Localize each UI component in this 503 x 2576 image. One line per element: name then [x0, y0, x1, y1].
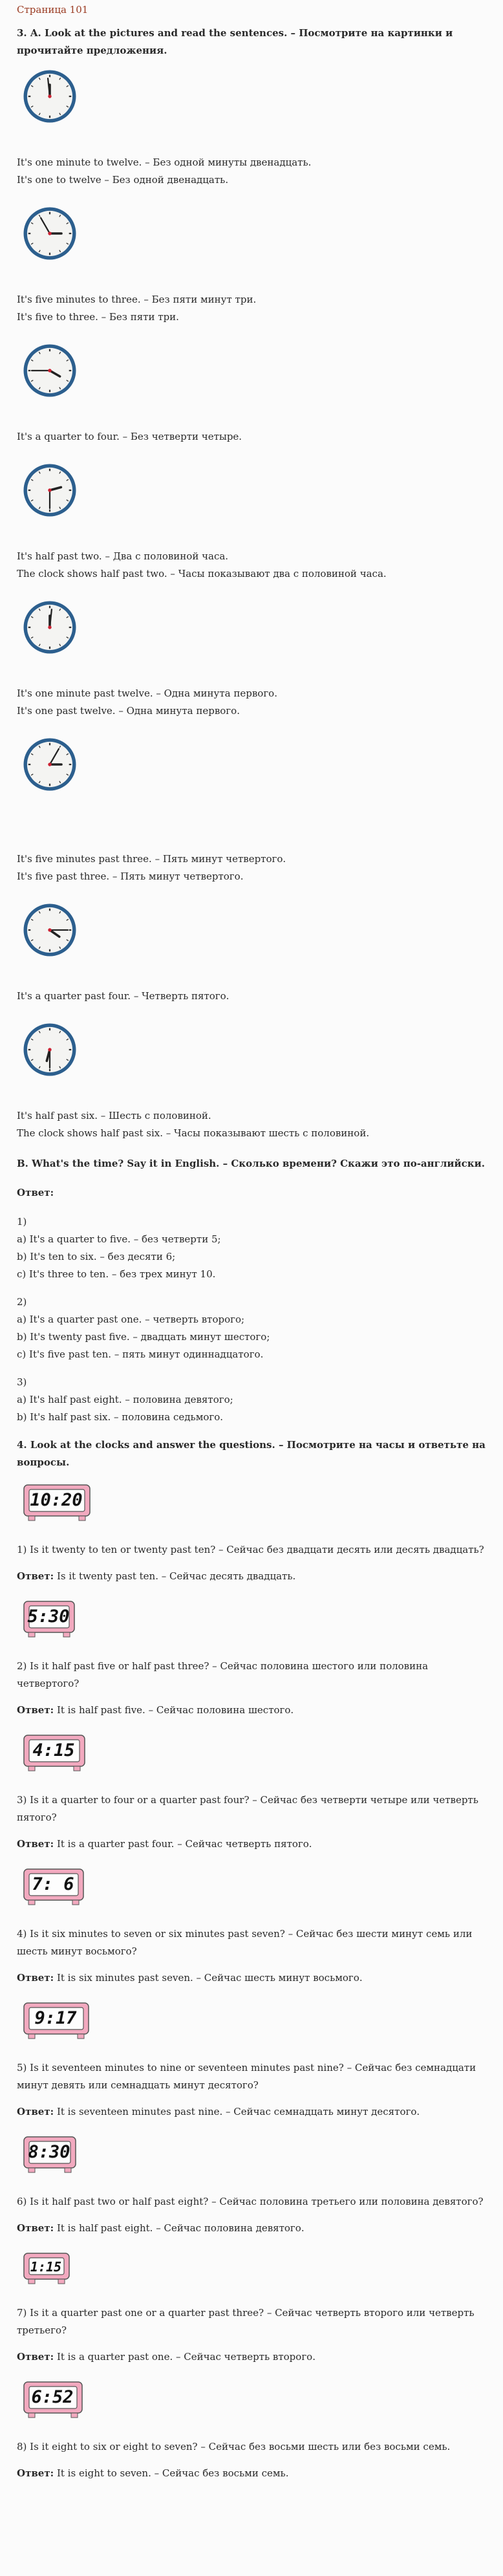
answer-label: Ответ: — [17, 2222, 54, 2234]
question-item — [17, 2251, 486, 2380]
clock-item — [17, 65, 486, 202]
question-item — [17, 1867, 486, 2001]
digital-clock-image — [22, 2380, 87, 2420]
answer — [17, 1969, 486, 1987]
answer-text: It is half past eight. – Сейчас половина девятого. — [56, 2222, 305, 2234]
sentence: It's one minute to twelve. – Без одной минуты двенадцать. — [17, 157, 312, 168]
answer-line: b) It's half past six. – половина седьмого. — [17, 1411, 224, 1423]
answer — [17, 1702, 486, 1719]
analog-clock-image — [21, 341, 79, 400]
analog-clock-image — [21, 735, 79, 794]
answer-text: It is a quarter past one. – Сейчас четверть второго. — [56, 2351, 316, 2363]
sentence: The clock shows half past two. – Часы показывают два с половиной часа. — [17, 568, 387, 579]
digital-clock-image — [22, 1867, 88, 1907]
analog-clock-image — [21, 901, 79, 959]
exercise-3b-heading: B. What's the time? Say it in English. – Сколько времени? Скажи это по-английски. — [17, 1158, 485, 1169]
digital-clock-time: 5:30 — [27, 1607, 70, 1627]
answer — [17, 2103, 486, 2121]
question: 1) Is it twenty to ten or twenty past ten? – Сейчас без двадцати десять или десять двадцать? — [17, 1544, 484, 1555]
question: 3) Is it a quarter to four or a quarter past four? – Сейчас без четверти четыре или четверть пятого? — [17, 1794, 478, 1823]
answer-label: Ответ: — [17, 1838, 54, 1850]
question-item — [17, 2380, 486, 2496]
clock-item — [17, 596, 486, 733]
clock-item — [17, 339, 486, 459]
digital-clock-image — [22, 2001, 93, 2041]
question-item — [17, 2001, 486, 2135]
answer-line: c) It's five past ten. – пять минут одиннадцатого. — [17, 1348, 264, 1360]
question-item — [17, 1599, 486, 1733]
analog-clock-image — [21, 598, 79, 656]
answer-line: a) It's a quarter to five. – без четверти 5; — [17, 1233, 221, 1245]
digital-clock-time: 8:30 — [28, 2142, 70, 2162]
sentence: It's five to three. – Без пяти три. — [17, 311, 179, 323]
clock-item — [17, 459, 486, 596]
clock-item — [17, 733, 486, 898]
question: 5) Is it seventeen minutes to nine or seventeen minutes past nine? – Сейчас без семнадцати минут девять или семнадцать минут десятого? — [17, 2062, 476, 2091]
digital-clock-image — [22, 2251, 74, 2286]
question: 8) Is it eight to six or eight to seven? – Сейчас без восьми шесть или без восьми семь. — [17, 2441, 451, 2452]
analog-clock-image — [21, 1021, 79, 1079]
sentence: The clock shows half past six. – Часы показывают шесть с половиной. — [17, 1127, 370, 1139]
answer-line: a) It's half past eight. – половина девятого; — [17, 1394, 233, 1405]
answer — [17, 1568, 486, 1585]
sentence: It's one minute past twelve. – Одна минута первого. — [17, 687, 277, 699]
exercise-3-items — [17, 65, 486, 1155]
answer-text: It is a quarter past four. – Сейчас четверть пятого. — [56, 1838, 312, 1850]
sentence: It's half past six. – Шесть с половиной. — [17, 1110, 211, 1121]
group-number: 1) — [17, 1216, 27, 1228]
answer — [17, 2220, 486, 2237]
digital-clock-time: 4:15 — [32, 1740, 75, 1760]
digital-clock-time: 7: 6 — [32, 1874, 74, 1894]
question-item — [17, 1733, 486, 1867]
digital-clock-time: 9:17 — [34, 2008, 77, 2028]
answer-text: It is eight to seven. – Сейчас без восьми семь. — [56, 2467, 289, 2479]
sentence: It's a quarter to four. – Без четверти четыре. — [17, 431, 242, 442]
page-link[interactable]: Страница 101 — [17, 4, 89, 16]
answer-text: It is seventeen minutes past nine. – Сейчас семнадцать минут десятого. — [56, 2106, 420, 2117]
sentence: It's five minutes past three. – Пять минут четвертого. — [17, 853, 286, 865]
exercise-3b-answers — [17, 1213, 486, 1436]
digital-clock-time: 6:52 — [31, 2387, 74, 2407]
answer-group — [17, 1374, 486, 1436]
answer-label: Ответ: — [17, 2467, 54, 2479]
answer-label: Ответ: — [17, 1704, 54, 1716]
answer — [17, 1835, 486, 1853]
question-item — [17, 1483, 486, 1599]
answer — [17, 2348, 486, 2366]
clock-item — [17, 202, 486, 339]
answer-line: b) It's ten to six. – без десяти 6; — [17, 1251, 176, 1262]
analog-clock-image — [21, 67, 79, 125]
answer-line: a) It's a quarter past one. – четверть второго; — [17, 1314, 245, 1325]
analog-clock-image — [21, 204, 79, 263]
answer-group — [17, 1293, 486, 1374]
answer-line: b) It's twenty past five. – двадцать минут шестого; — [17, 1331, 270, 1343]
analog-clock-image — [21, 461, 79, 519]
sentence: It's half past two. – Два с половиной часа. — [17, 550, 229, 562]
sentence: It's one past twelve. – Одна минута первого. — [17, 705, 240, 717]
group-number: 2) — [17, 1296, 27, 1308]
digital-clock-time: 1:15 — [30, 2259, 62, 2275]
sentence: It's one to twelve – Без одной двенадцать. — [17, 174, 229, 186]
question: 4) Is it six minutes to seven or six minutes past seven? – Сейчас без шести минут семь или шесть минут восьмого? — [17, 1928, 473, 1957]
clock-item — [17, 898, 486, 1018]
clock-item — [17, 1018, 486, 1155]
sentence: It's five past three. – Пять минут четвертого. — [17, 871, 244, 882]
answer-label: Ответ: — [17, 1972, 54, 1984]
answer — [17, 2465, 486, 2482]
exercise-4-items — [17, 1483, 486, 2496]
exercise-4-heading: 4. Look at the clocks and answer the questions. – Посмотрите на часы и ответьте на вопросы. — [17, 1439, 486, 1468]
sentence: It's five minutes to three. – Без пяти минут три. — [17, 294, 257, 305]
question: 6) Is it half past two or half past eight? – Сейчас половина третьего или половина девятого? — [17, 2196, 484, 2207]
digital-clock-image — [22, 1733, 89, 1773]
question: 2) Is it half past five or half past three? – Сейчас половина шестого или половина четвертого? — [17, 1660, 429, 1689]
group-number: 3) — [17, 1376, 27, 1388]
answer-label: Ответ: — [17, 2106, 54, 2117]
digital-clock-time: 10:20 — [30, 1490, 83, 1510]
answer-text: It is half past five. – Сейчас половина шестого. — [56, 1704, 294, 1716]
answer-text: It is six minutes past seven. – Сейчас шесть минут восьмого. — [56, 1972, 363, 1984]
answer-label: Ответ: — [17, 2351, 54, 2363]
digital-clock-image — [22, 2135, 80, 2175]
digital-clock-image — [22, 1599, 79, 1640]
question: 7) Is it a quarter past one or a quarter past three? – Сейчас четверть второго или четверть третьего? — [17, 2307, 475, 2336]
answer-line: c) It's three to ten. – без трех минут 10. — [17, 1268, 216, 1280]
answer-label: Ответ: — [17, 1570, 54, 1582]
answer-group — [17, 1213, 486, 1293]
sentence: It's a quarter past four. – Четверть пятого. — [17, 990, 230, 1002]
question-item — [17, 2135, 486, 2251]
answer-label: Ответ: — [17, 1187, 54, 1198]
digital-clock-image — [22, 1483, 94, 1523]
exercise-3-heading: 3. A. Look at the pictures and read the sentences. – Посмотрите на картинки и прочитайте предложения. — [17, 27, 453, 56]
answer-text: Is it twenty past ten. – Сейчас десять двадцать. — [56, 1570, 296, 1582]
